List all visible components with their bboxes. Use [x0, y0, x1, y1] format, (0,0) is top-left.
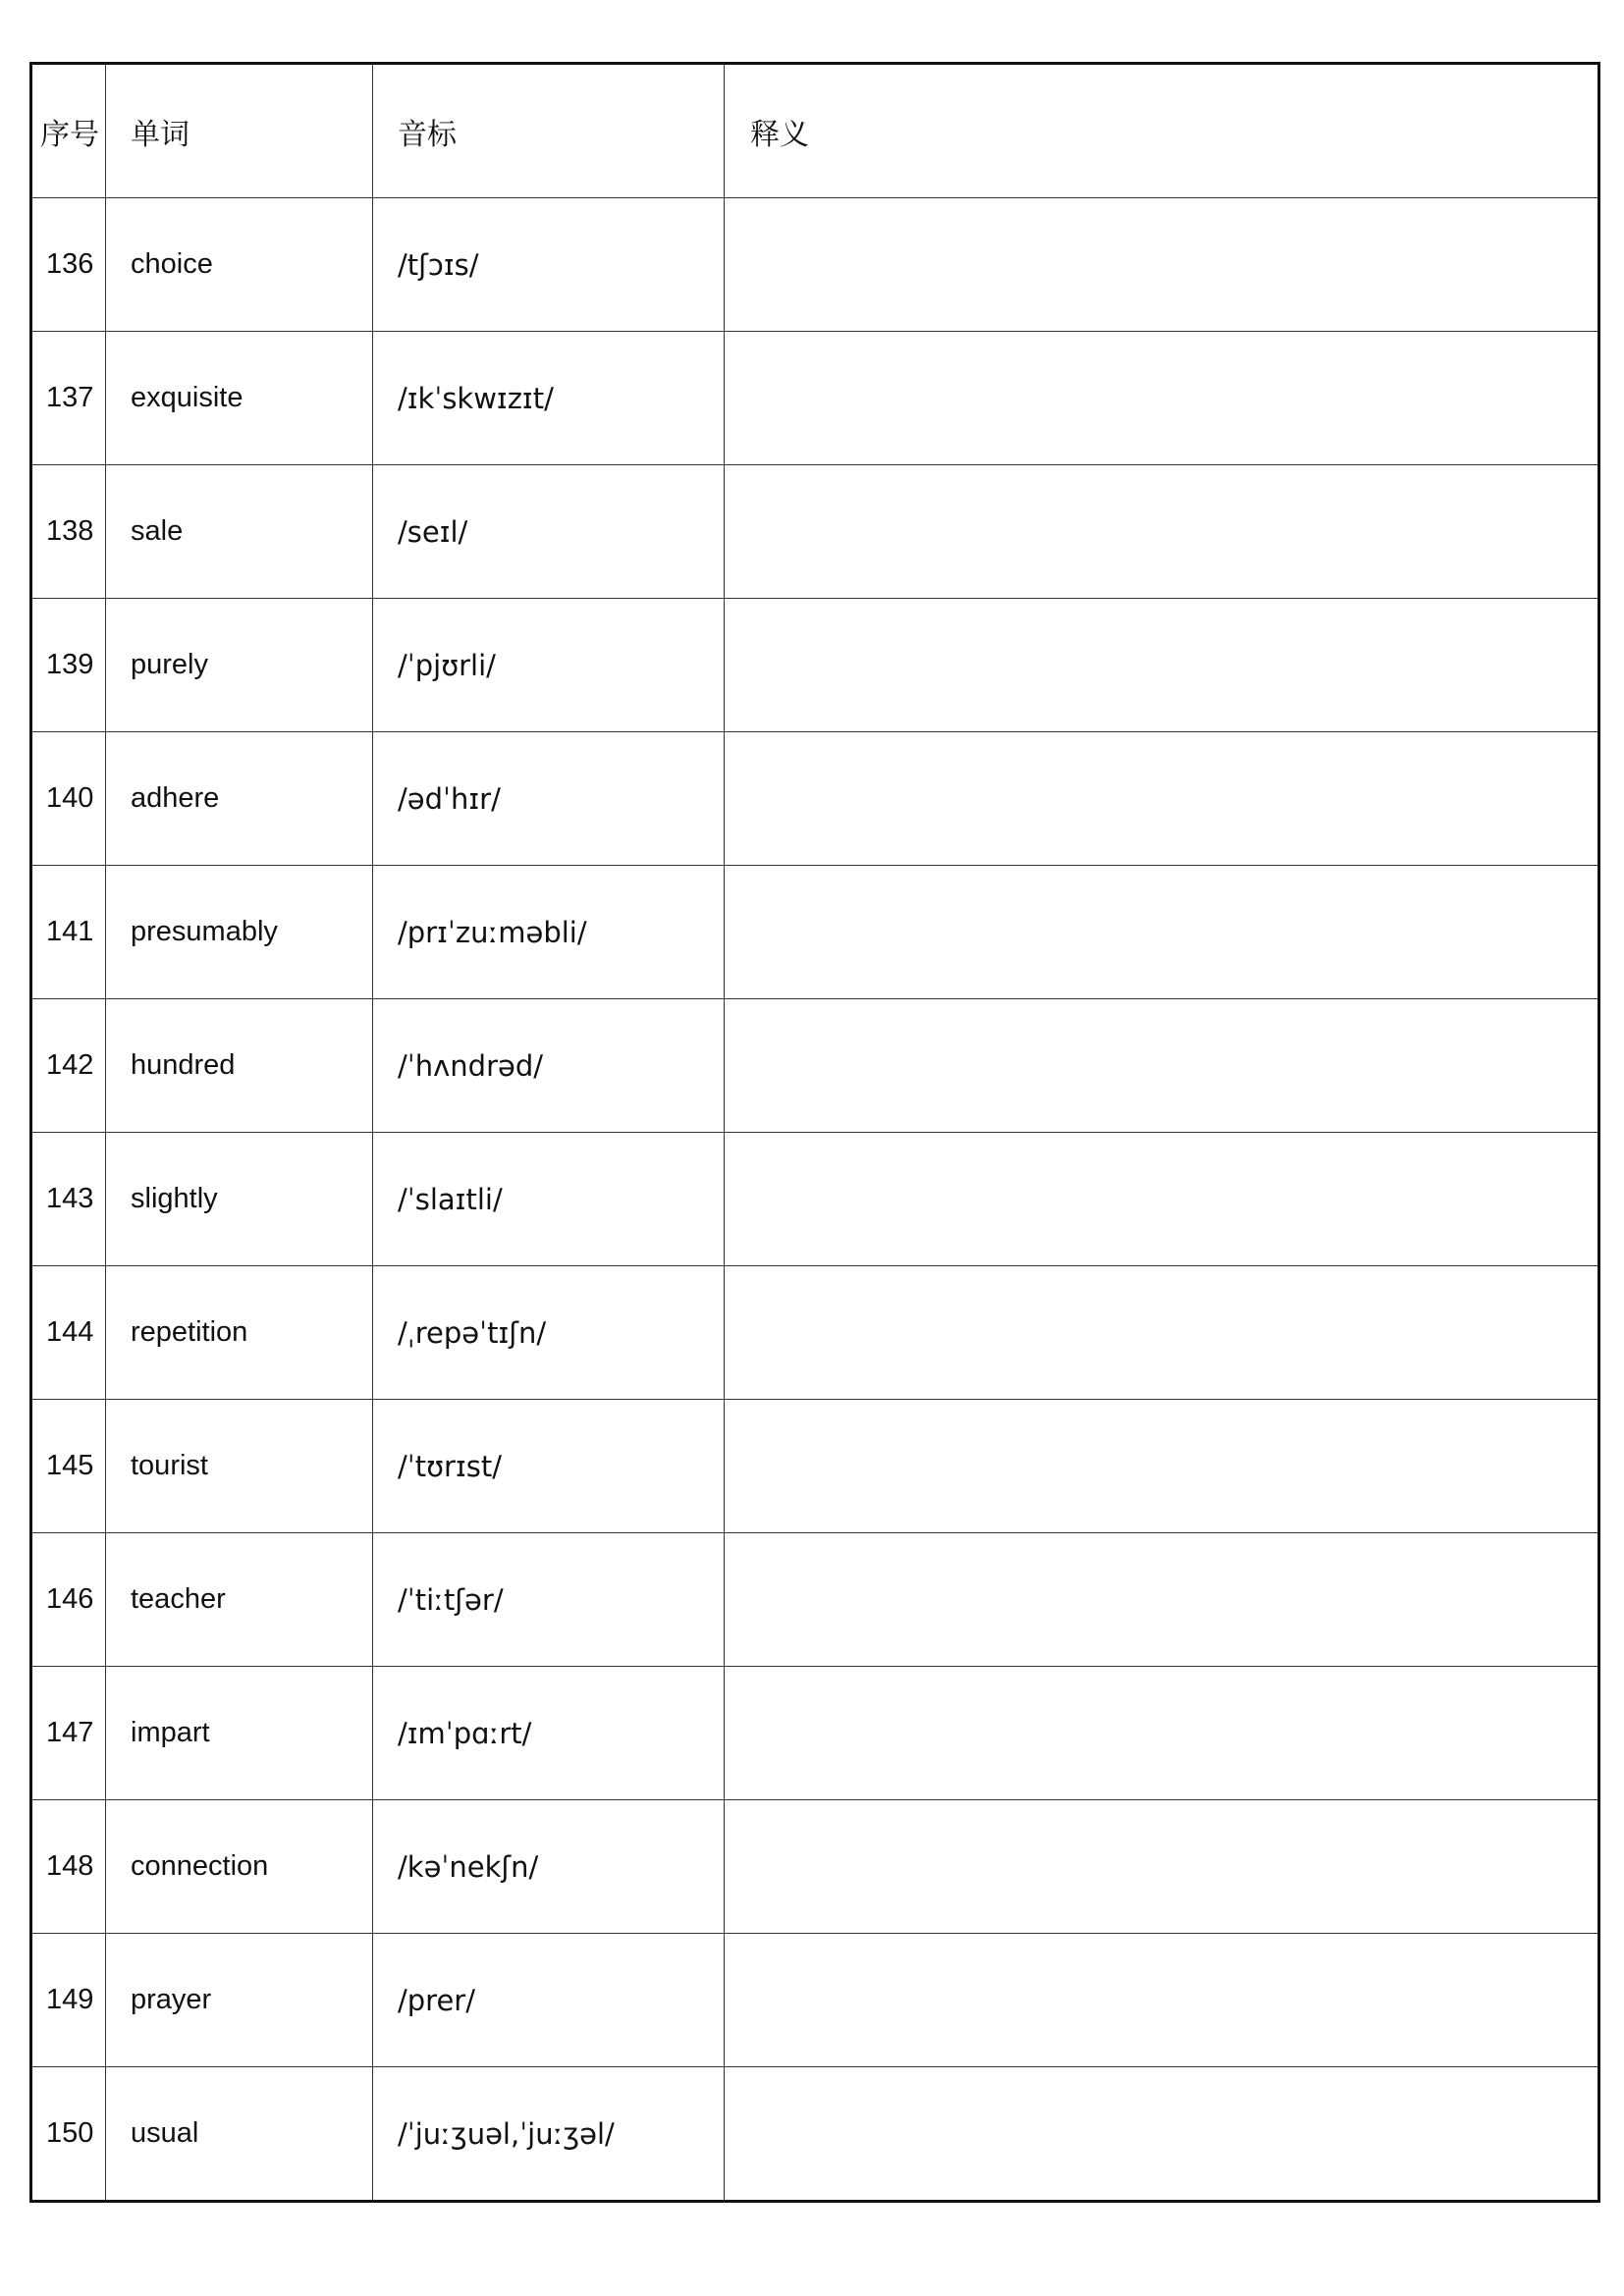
row-meaning-cell	[725, 1133, 1599, 1266]
row-index-cell: 142	[31, 999, 106, 1133]
row-word-cell: connection	[106, 1800, 373, 1934]
table-row	[31, 2067, 1599, 2202]
table-row	[31, 599, 1599, 732]
row-word-cell: slightly	[106, 1133, 373, 1266]
row-word-cell: choice	[106, 198, 373, 332]
row-word-cell: prayer	[106, 1934, 373, 2067]
vocabulary-table	[29, 62, 1600, 2203]
row-phonetic-cell: /tʃɔɪs/	[373, 198, 725, 332]
row-phonetic-cell: /prɪˈzuːməbli/	[373, 866, 725, 999]
row-index-cell: 150	[31, 2067, 106, 2202]
row-meaning-cell	[725, 1400, 1599, 1533]
table-row	[31, 1400, 1599, 1533]
row-word-cell: tourist	[106, 1400, 373, 1533]
row-phonetic-cell: /ɪkˈskwɪzɪt/	[373, 332, 725, 465]
header-index: 序号	[31, 64, 106, 198]
row-phonetic-cell: /seɪl/	[373, 465, 725, 599]
row-meaning-cell	[725, 2067, 1599, 2202]
row-meaning-cell	[725, 198, 1599, 332]
row-index-cell: 145	[31, 1400, 106, 1533]
row-phonetic-cell: /ˈslaɪtli/	[373, 1133, 725, 1266]
row-index-cell: 143	[31, 1133, 106, 1266]
row-index-cell: 138	[31, 465, 106, 599]
table-row	[31, 198, 1599, 332]
row-word-cell: usual	[106, 2067, 373, 2202]
table-row	[31, 999, 1599, 1133]
row-phonetic-cell: /ˈjuːʒuəl,ˈjuːʒəl/	[373, 2067, 725, 2202]
row-word-cell: presumably	[106, 866, 373, 999]
row-index-cell: 144	[31, 1266, 106, 1400]
row-phonetic-cell: /ˈhʌndrəd/	[373, 999, 725, 1133]
table-row	[31, 1533, 1599, 1667]
table-row	[31, 1667, 1599, 1800]
row-meaning-cell	[725, 1667, 1599, 1800]
row-word-cell: hundred	[106, 999, 373, 1133]
row-index-cell: 148	[31, 1800, 106, 1934]
row-phonetic-cell: /ˈpjʊrli/	[373, 599, 725, 732]
row-index-cell: 147	[31, 1667, 106, 1800]
table-row	[31, 1133, 1599, 1266]
table-row	[31, 1266, 1599, 1400]
table-row	[31, 465, 1599, 599]
header-meaning: 释义	[725, 64, 1599, 198]
row-phonetic-cell: /ɪmˈpɑːrt/	[373, 1667, 725, 1800]
row-meaning-cell	[725, 999, 1599, 1133]
row-meaning-cell	[725, 1533, 1599, 1667]
row-word-cell: impart	[106, 1667, 373, 1800]
row-phonetic-cell: /ˌrepəˈtɪʃn/	[373, 1266, 725, 1400]
row-phonetic-cell: /ˈtiːtʃər/	[373, 1533, 725, 1667]
table-row	[31, 866, 1599, 999]
row-index-cell: 136	[31, 198, 106, 332]
row-word-cell: exquisite	[106, 332, 373, 465]
table-row	[31, 1800, 1599, 1934]
table-header-row	[31, 64, 1599, 198]
row-index-cell: 149	[31, 1934, 106, 2067]
row-meaning-cell	[725, 1800, 1599, 1934]
row-meaning-cell	[725, 1934, 1599, 2067]
row-index-cell: 140	[31, 732, 106, 866]
table-row	[31, 1934, 1599, 2067]
row-word-cell: sale	[106, 465, 373, 599]
row-meaning-cell	[725, 732, 1599, 866]
row-word-cell: teacher	[106, 1533, 373, 1667]
row-meaning-cell	[725, 465, 1599, 599]
row-phonetic-cell: /kəˈnekʃn/	[373, 1800, 725, 1934]
row-meaning-cell	[725, 332, 1599, 465]
row-phonetic-cell: /ədˈhɪr/	[373, 732, 725, 866]
row-phonetic-cell: /prer/	[373, 1934, 725, 2067]
row-index-cell: 137	[31, 332, 106, 465]
row-meaning-cell	[725, 866, 1599, 999]
row-word-cell: purely	[106, 599, 373, 732]
header-word: 单词	[106, 64, 373, 198]
row-index-cell: 139	[31, 599, 106, 732]
row-meaning-cell	[725, 1266, 1599, 1400]
row-word-cell: repetition	[106, 1266, 373, 1400]
row-word-cell: adhere	[106, 732, 373, 866]
row-index-cell: 146	[31, 1533, 106, 1667]
table-row	[31, 332, 1599, 465]
row-index-cell: 141	[31, 866, 106, 999]
row-meaning-cell	[725, 599, 1599, 732]
row-phonetic-cell: /ˈtʊrɪst/	[373, 1400, 725, 1533]
table-body	[31, 198, 1599, 2202]
table-row	[31, 732, 1599, 866]
header-phonetic: 音标	[373, 64, 725, 198]
